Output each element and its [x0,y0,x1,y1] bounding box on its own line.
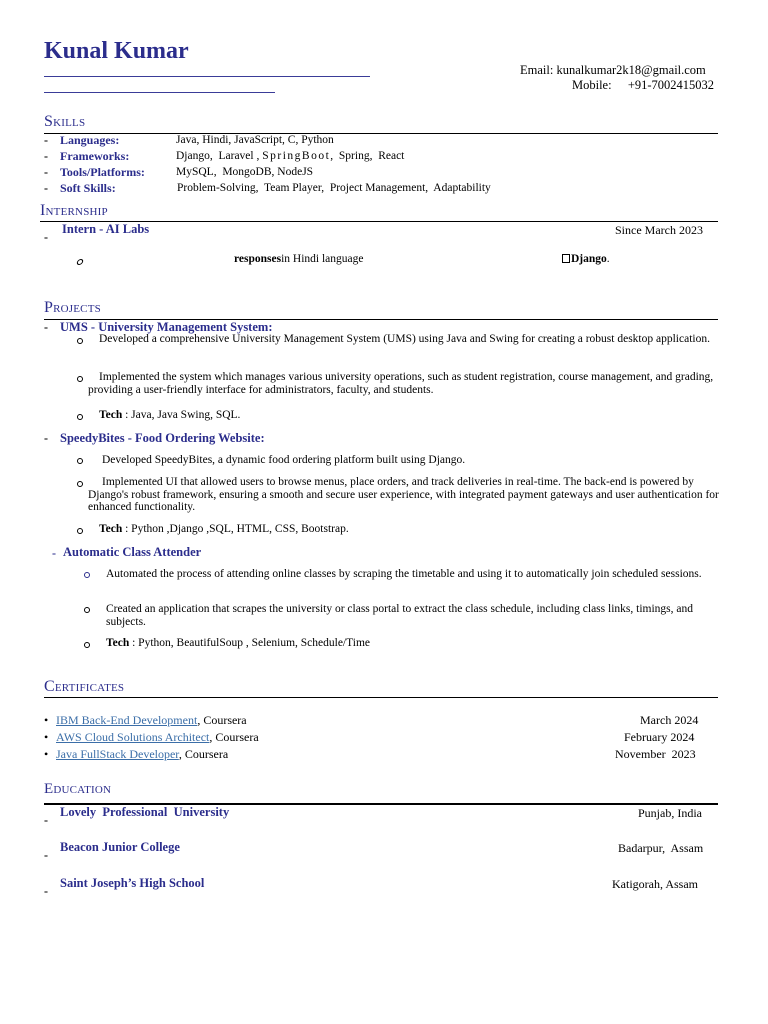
cert-bullet: • [44,713,49,727]
skill-bullet: - [44,181,48,195]
internship-heading: Internship [40,202,108,219]
attender-tech: Tech : Python, BeautifulSoup , Selenium, Schedule/Time [106,637,370,649]
mobile-line [572,78,714,93]
skill-label-frameworks: Frameworks: [60,149,130,163]
project-title-speedybites: SpeedyBites - Food Ordering Website: [60,431,265,445]
mobile-label: Mobile: [572,78,612,92]
cert-bullet: • [44,730,49,744]
internship-bullet: - [44,230,48,244]
cert-link-ibm[interactable]: IBM Back-End Development [56,713,198,727]
cert-item: IBM Back-End Development, Coursera [56,713,247,727]
edu-bullet: - [44,884,48,898]
skill-values-softskills: Problem-Solving, Team Player, Project Management, Adaptability [177,182,491,194]
circle-bullet [84,572,90,578]
project-title-ums: UMS - University Management System: [60,320,273,334]
edu-location-2: Badarpur, Assam [618,841,704,855]
edu-location-3: Katigorah, Assam [612,877,698,891]
email-label: Email: [520,63,554,77]
circle-bullet [76,259,84,265]
ums-bullet-2: Implemented the system which manages various university operations, such as student registration, course management, and grading, providing a user-friendly interface for administrators, faculty, and students. [88,371,714,396]
skill-values-frameworks: Django, Laravel , SpringBoot, Spring, React [176,150,405,162]
name-underline-2 [44,92,275,93]
project-title-class-attender: Automatic Class Attender [63,545,202,559]
circle-bullet [77,528,83,534]
certificates-heading: Certificates [44,678,125,695]
skill-label-softskills: Soft Skills: [60,181,116,195]
skill-values-tools: MySQL, MongoDB, NodeJS [176,166,314,178]
cert-date: November 2023 [615,747,696,761]
skill-values-languages: Java, Hindi, JavaScript, C, Python [176,134,334,146]
circle-bullet [77,376,83,382]
internship-bullet-text: responsesin Hindi language [234,253,364,265]
internship-date: Since March 2023 [615,223,703,237]
ums-tech: Tech : Java, Java Swing, SQL. [99,409,241,421]
speedybites-bullet-2: Implemented UI that allowed users to browse menus, place orders, and track deliveries in real-time. The back-end is powered by Django's robust framework, ensuring a smooth and secure user experience, with integrated payment gateways and user authentication for enhanced functionality. [88,476,719,513]
skills-heading: Skills [44,113,86,130]
skill-bullet: - [44,165,48,179]
circle-bullet [77,458,83,464]
certificates-rule [44,697,718,698]
education-heading: Education [44,781,112,797]
internship-bullet-tail: Django. [562,253,610,265]
circle-bullet [84,607,90,613]
project-bullet: - [52,546,56,560]
edu-school-1: Lovely Professional University [60,805,230,819]
cert-date: March 2024 [640,713,699,727]
project-bullet: - [44,320,48,334]
candidate-name: Kunal Kumar [44,38,189,64]
circle-bullet [77,481,83,487]
ums-bullet-1: Developed a comprehensive University Management System (UMS) using Java and Swing for creating a robust desktop application. [99,333,710,345]
projects-heading: Projects [44,299,101,316]
box-glyph-icon [562,254,570,263]
mobile-value[interactable]: +91-7002415032 [627,78,715,92]
edu-school-3: Saint Joseph’s High School [60,876,205,890]
edu-bullet: - [44,813,48,827]
attender-bullet-1: Automated the process of attending online classes by scraping the timetable and using it to automatically join scheduled sessions. [106,568,702,580]
cert-item: Java FullStack Developer, Coursera [56,747,229,761]
name-underline-1 [44,76,370,77]
internship-role: Intern - AI Labs [62,222,150,236]
project-bullet: - [44,431,48,445]
email-line [520,63,706,78]
edu-bullet: - [44,848,48,862]
cert-date: February 2024 [624,730,695,744]
skill-bullet: - [44,149,48,163]
skills-rule [44,133,718,134]
cert-bullet: • [44,747,49,761]
speedybites-tech: Tech : Python ,Django ,SQL, HTML, CSS, Bootstrap. [99,523,349,535]
skill-label-tools: Tools/Platforms: [60,165,145,179]
edu-school-2: Beacon Junior College [60,840,180,854]
circle-bullet [84,642,90,648]
cert-link-java[interactable]: Java FullStack Developer [56,747,179,761]
cert-item: AWS Cloud Solutions Architect, Coursera [56,730,259,744]
email-value[interactable]: kunalkumar2k18@gmail.com [556,63,706,77]
attender-bullet-2: Created an application that scrapes the university or class portal to extract the class schedule, including class links, timings, and subjects. [106,603,693,628]
skill-label-languages: Languages: [60,133,120,147]
skill-bullet: - [44,133,48,147]
speedybites-bullet-1: Developed SpeedyBites, a dynamic food ordering platform built using Django. [102,454,466,466]
circle-bullet [77,414,83,420]
circle-bullet [77,338,83,344]
edu-location-1: Punjab, India [638,806,702,820]
cert-link-aws[interactable]: AWS Cloud Solutions Architect [56,730,210,744]
